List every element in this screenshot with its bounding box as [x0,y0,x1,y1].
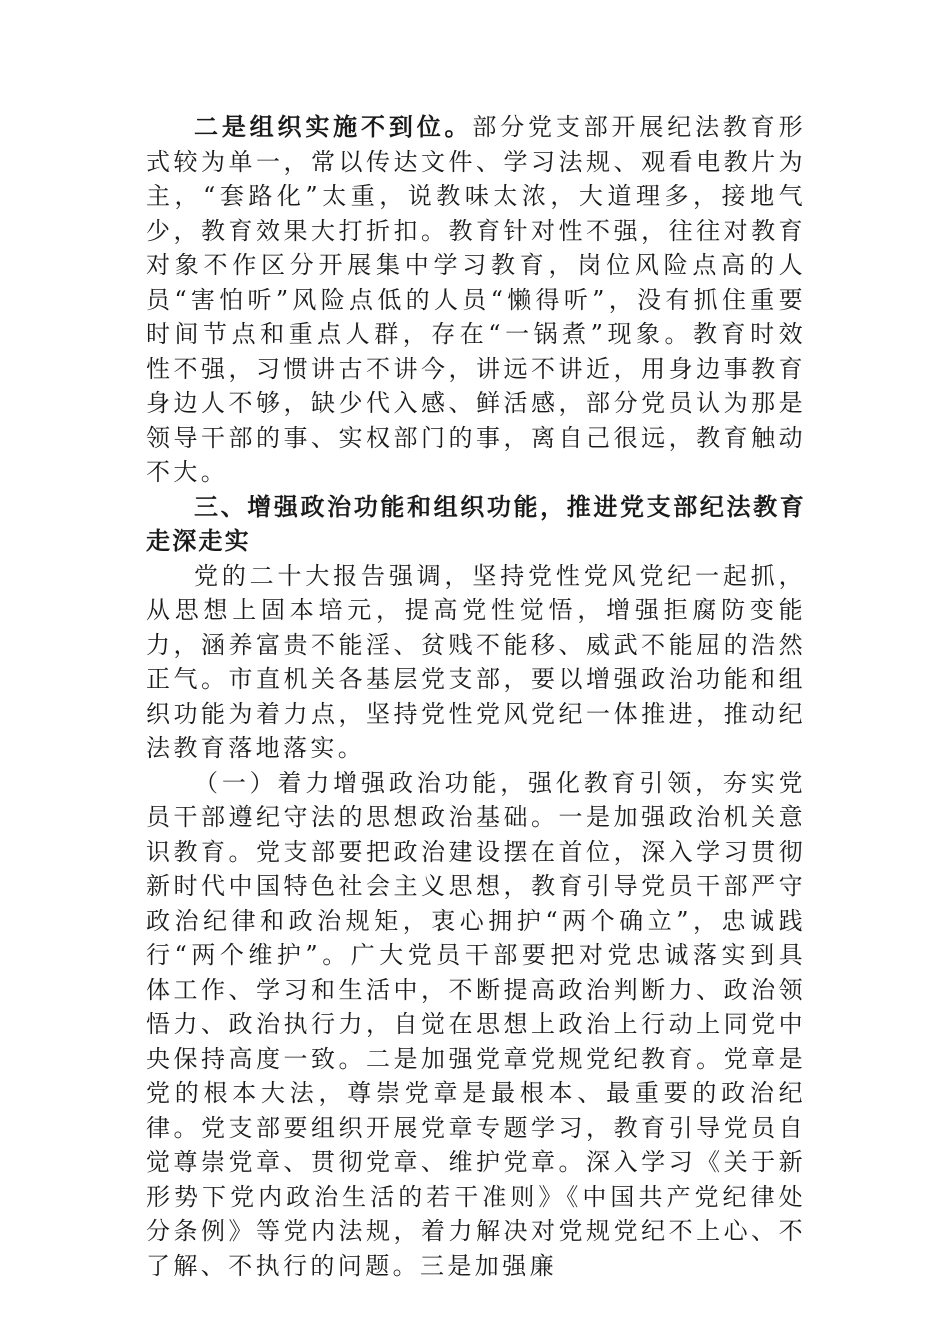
paragraph-organization-implementation [146,110,806,490]
section-heading: 三、增强政治功能和组织功能，推进党支部纪法教育走深走实 [146,492,806,555]
paragraph-body: 部分党支部开展纪法教育形式较为单一，常以传达文件、学习法规、观看电教片为主，“套路化”太重，说教味太浓，大道理多，接地气少，教育效果大打折扣。教育针对性不强，往往对教育对象不作区分开展集中学习教育，岗位风险点高的人员“害怕听”风险点低的人员“懒得听”，没有抓住重要时间节点和重点人群，存在“一锅煮”现象。教育时效性不强，习惯讲古不讲今，讲远不讲近，用身边事教育身边人不够，缺少代入感、鲜活感，部分党员认为那是领导干部的事、实权部门的事，离自己很远，教育触动不大。 [146,113,806,486]
paragraph-report-emphasis: 党的二十大报告强调，坚持党性党风党纪一起抓，从思想上固本培元，提高党性觉悟，增强拒腐防变能力，涵养富贵不能淫、贫贱不能移、威武不能屈的浩然正气。市直机关各基层党支部，要以增强政治功能和组织功能为着力点，坚持党性党风党纪一体推进，推动纪法教育落地落实。 [146,561,806,762]
document-page [146,110,806,1283]
paragraph-political-function: （一）着力增强政治功能，强化教育引领，夯实党员干部遵纪守法的思想政治基础。一是加强政治机关意识教育。党支部要把政治建设摆在首位，深入学习贯彻新时代中国特色社会主义思想，教育引导党员干部严守政治纪律和政治规矩，衷心拥护“两个确立”，忠诚践行“两个维护”。广大党员干部要把对党忠诚落实到具体工作、学习和生活中，不断提高政治判断力、政治领悟力、政治执行力，自觉在思想上政治上行动上同党中央保持高度一致。二是加强党章党规党纪教育。党章是党的根本大法，尊崇党章是最根本、最重要的政治纪律。党支部要组织开展党章专题学习，教育引导党员自觉尊崇党章、贯彻党章、维护党章。深入学习《关于新形势下党内政治生活的若干准则》《中国共产党纪律处分条例》等党内法规，着力解决对党规党纪不上心、不了解、不执行的问题。三是加强廉 [146,768,806,1280]
paragraph-lead: 二是组织实施不到位。 [194,112,473,141]
